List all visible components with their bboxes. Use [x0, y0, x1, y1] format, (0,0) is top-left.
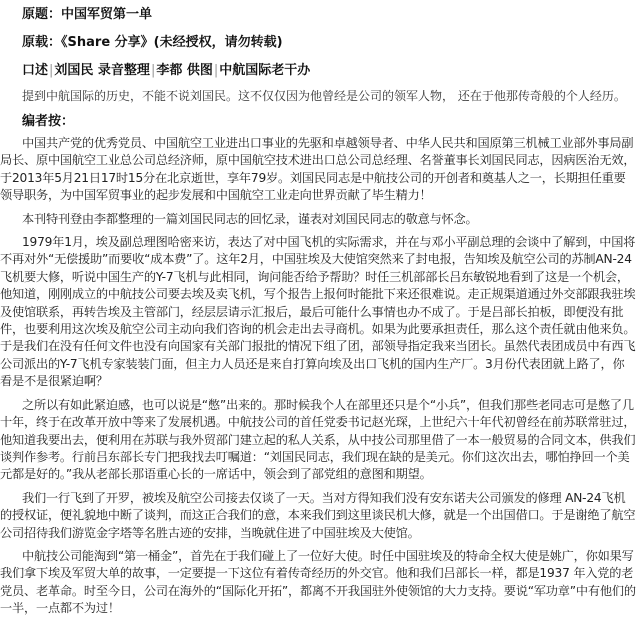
credits-line: 口述|刘国民 录音整理|李都 供图|中航国际老干办	[22, 63, 311, 78]
source: 《Share 分享》(未经授权，请勿转载)	[61, 35, 283, 50]
paragraph: 之所以有如此紧迫感，也可以说是“憋”出来的。那时候我个人在部里还只是个“小兵”，但我们那些老同志可是憋了几十年，终于在改革开放中等来了发展机遇。中航技公司的首任党委书记赵光琛，上世纪六十年代初曾经在前苏联常驻过，他知道我要出去，便利用在苏联与我外贸部门建立起的私人关系，从中技公司那里借了一本一般贸易的合同文本，供我们谈判作参考。行前吕东部长专门把我找去叮嘱道：“刘国民同志，我们现在缺的是美元。你们这次出去，哪怕挣回一个美元都是好的。”我从老部长那语重心长的一席话中，领会到了部党组的意图和期望。	[0, 397, 636, 482]
paragraph: 我们一行飞到了开罗，被埃及航空公司接去仅谈了一天。当对方得知我们没有安东诺夫公司颁发的修理 AN-24飞机的授权证，便礼貌地中断了谈判，而这正合我们的意，本来我们到这里谈民机大修，就是一个出国借口。于是谢绝了航空公司招待我们游览金字塔等名胜古迹的安排，当晚就住进了中国驻埃及大使馆。	[0, 490, 636, 540]
original-title-label: 原题：	[22, 7, 62, 22]
paragraph: 中国共产党的优秀党员、中国航空工业进出口事业的先驱和卓越领导者、中华人民共和国原第三机械工业部外事局副局长、原中国航空工业总公司总经济师，原中国航空技术进出口总公司总经理、名誉董事长刘国民同志，因病医治无效，于2013年5月21日17时15分在北京逝世，享年79岁。刘国民同志是中航技公司的开创者和奠基人之一，长期担任重要领导职务，为中国军贸事业的起步发展和中国航空工业走向世界贡献了毕生精力！	[0, 136, 636, 203]
original-title: 中国军贸第一单	[61, 7, 153, 22]
paragraph: 本刊特刊登由李都整理的一篇刘国民同志的回忆录，谨表对刘国民同志的敬意与怀念。	[22, 211, 478, 226]
source-label: 原载：	[22, 35, 62, 50]
credit: 刘国民 录音整理	[54, 63, 150, 78]
credit: 中航国际老干办	[219, 63, 311, 78]
paragraph: 中航技公司能淘到“第一桶金”，首先在于我们碰上了一位好大使。时任中国驻埃及的特命全权大使是姚广，你如果写我们拿下埃及军贸大单的故事，一定要提一下这位有着传奇经历的外交官。他和我们吕部长一样，都是1937 年入党的老党员、老革命。时至今日，公司在海外的“国际化开拓”，都离不开我国驻外使领馆的大力支持。要说“军功章”中有他们的一半，一点都不为过！	[0, 548, 636, 616]
credit: 李都 供图	[156, 63, 213, 78]
editor-note-label: 编者按：	[22, 114, 75, 129]
source-line	[22, 28, 636, 56]
original-title-line	[22, 0, 636, 28]
paragraph: 1979年1月，埃及副总理图哈密来访，表达了对中国飞机的实际需求，并在与邓小平副总理的会谈中了解到，中国将不再对外“无偿援助”而要收“成本费”了。这年2月，中国驻埃及大使馆突然来了封电报，告知埃及航空公司的苏制AN-24飞机要大修，听说中国生产的Y-7飞机与此相同，询问能否给予帮助？时任三机部部长吕东敏锐地看到了这是一个机会，他知道，刚刚成立的中航技公司要去埃及卖飞机，写个报告上报何时能批下来还很难说。走正规渠道通过外交部跟我驻埃及使馆联系，再转告埃及主管部门，经层层请示汇报后，最后可能什么事情也办不成了。于是吕部长拍板，即便没有批件，也要利用这次埃及航空公司主动向我们咨询的机会走出去寻商机。如果为此要承担责任，那么这个责任就由他来负。于是我们在没有任何文件也没有向国家有关部门报批的情况下组了团，部领导指定我来当团长。虽然代表团成员中有西飞公司派出的Y-7飞机专家装装门面，但主力人员还是来自打算向埃及出口飞机的国内生产厂。3月份代表团就上路了，你看是不是很紧迫啊？	[0, 235, 636, 389]
credit: 口述	[22, 63, 49, 78]
intro-text: 提到中航国际的历史，不能不说刘国民。这不仅仅因为他曾经是公司的领军人物， 还在于他那传奇般的个人经历。	[22, 89, 626, 103]
